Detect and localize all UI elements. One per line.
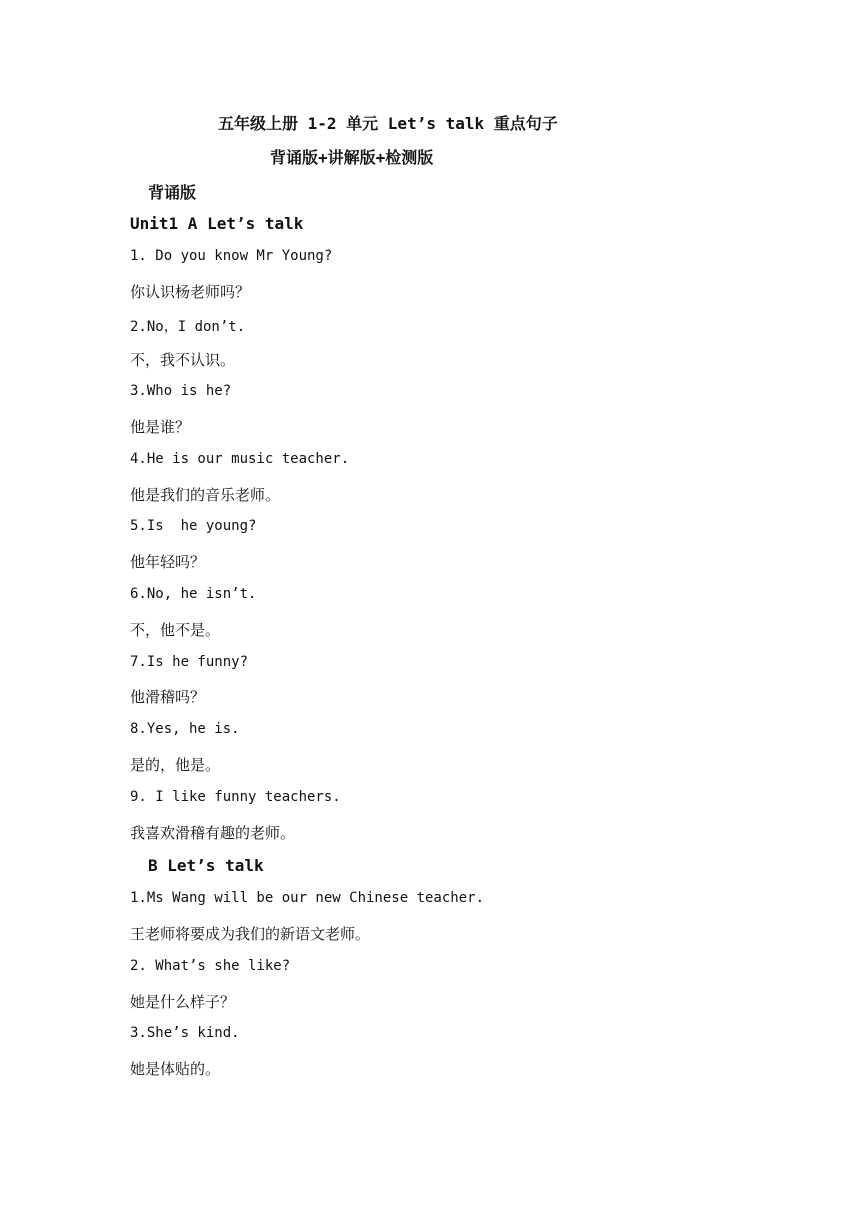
translation-line: 王老师将要成为我们的新语文老师。	[130, 925, 371, 943]
sentence-line: 8.Yes, he is.	[130, 721, 240, 737]
translation-line: 你认识杨老师吗？	[130, 283, 251, 301]
document-title: 五年级上册 1-2 单元 Let’s talk 重点句子	[218, 114, 558, 133]
sentence-line: 2. What’s she like?	[130, 958, 291, 974]
translation-line: 不，他不是。	[130, 621, 221, 639]
sentence-line: 6.No, he isn’t.	[130, 586, 257, 602]
sentence-line: 3.She’s kind.	[130, 1025, 240, 1041]
translation-line: 他是谁？	[130, 418, 191, 436]
translation-line: 他滑稽吗？	[130, 688, 206, 706]
translation-line: 是的，他是。	[130, 756, 221, 774]
translation-line: 他年轻吗？	[130, 553, 206, 571]
unit1-a-heading: Unit1 A Let’s talk	[130, 214, 304, 233]
sentence-line: 5.Is he young?	[130, 518, 257, 534]
translation-line: 他是我们的音乐老师。	[130, 486, 281, 504]
sentence-line: 4.He is our music teacher.	[130, 451, 350, 467]
document-subtitle: 背诵版+讲解版+检测版	[270, 148, 434, 167]
translation-line: 不，我不认识。	[130, 351, 236, 369]
sentence-line: 2.No，I don’t.	[130, 319, 246, 335]
sentence-line: 3.Who is he?	[130, 383, 232, 399]
sentence-line: 9. I like funny teachers.	[130, 789, 341, 805]
section-label: 背诵版	[148, 183, 197, 202]
sentence-line: 7.Is he funny?	[130, 654, 249, 670]
translation-line: 她是体贴的。	[130, 1060, 221, 1078]
sentence-line: 1. Do you know Mr Young?	[130, 248, 333, 264]
unit1-b-heading: B Let’s talk	[148, 856, 264, 875]
translation-line: 她是什么样子？	[130, 993, 236, 1011]
translation-line: 我喜欢滑稽有趣的老师。	[130, 824, 296, 842]
sentence-line: 1.Ms Wang will be our new Chinese teacher.	[130, 890, 485, 906]
